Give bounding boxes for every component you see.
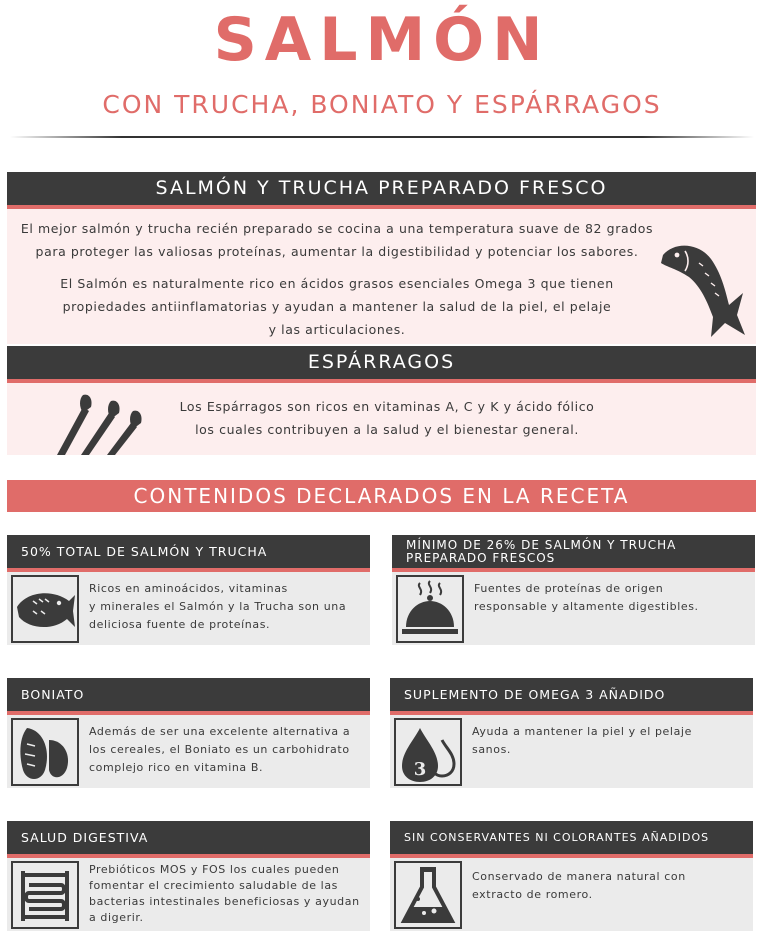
intestine-icon	[11, 861, 79, 929]
card-body	[392, 572, 755, 645]
card-digestive	[7, 821, 370, 931]
text-line: Además de ser una excelente alternativa a	[89, 725, 351, 738]
text-line: responsable y altamente digestibles.	[474, 600, 699, 613]
card-body	[390, 715, 753, 788]
text-line: Prebióticos MOS y FOS los cuales pueden	[89, 863, 340, 876]
text-line: Ayuda a mantener la piel y el pelaje	[472, 725, 692, 738]
card-heading-line: PREPARADO FRESCOS	[406, 550, 556, 565]
card-body	[7, 858, 370, 931]
omega-number: 3	[413, 759, 427, 780]
text-line: Fuentes de proteínas de origen	[474, 582, 664, 595]
text-line: y minerales el Salmón y la Trucha son una	[89, 600, 347, 613]
text-line: los cuales contribuyen a la salud y el bienestar general.	[195, 422, 579, 437]
salmon-paragraph-1	[7, 217, 667, 263]
card-text	[472, 868, 743, 904]
text-line: extracto de romero.	[472, 888, 593, 901]
text-line: El Salmón es naturalmente rico en ácidos grasos esenciales Omega 3 que tienen	[60, 276, 614, 291]
text-line: Ricos en aminoácidos, vitaminas	[89, 582, 288, 595]
text-line: a digerir.	[89, 911, 144, 924]
text-line: para proteger las valiosas proteínas, aumentar la digestibilidad y potenciar los sabores.	[35, 244, 639, 259]
card-sweet-potato	[7, 678, 370, 788]
card-heading: SALUD DIGESTIVA	[7, 821, 370, 858]
cloche-icon	[396, 575, 464, 643]
text-line: bacterias intestinales beneficiosas y ayudan	[89, 895, 360, 908]
text-line: los cereales, el Boniato es un carbohidrato	[89, 743, 350, 756]
card-omega3	[390, 678, 753, 788]
card-heading: SIN CONSERVANTES NI COLORANTES AÑADIDOS	[390, 821, 753, 858]
card-text	[474, 580, 745, 616]
asparagus-paragraph	[167, 395, 607, 441]
section-heading-contents: CONTENIDOS DECLARADOS EN LA RECETA	[7, 480, 756, 512]
card-text	[472, 723, 743, 759]
card-heading: BONIATO	[7, 678, 370, 715]
fish-icon	[655, 233, 747, 339]
omega-drops-icon	[394, 718, 462, 786]
asparagus-icon	[53, 389, 143, 455]
card-fresh-minimum	[392, 535, 755, 645]
section-panel-asparagus	[7, 383, 756, 455]
text-line: propiedades antiinflamatorias y ayudan a mantener la salud de la piel, el pelaje	[62, 299, 612, 314]
section-heading-asparagus: ESPÁRRAGOS	[7, 346, 756, 383]
salmon-icon	[11, 575, 79, 643]
sweet-potato-icon	[11, 718, 79, 786]
card-body	[7, 715, 370, 788]
text-line: sanos.	[472, 743, 512, 756]
card-heading	[392, 535, 755, 572]
divider-rule	[10, 136, 754, 138]
card-text	[89, 580, 360, 634]
section-panel-salmon	[7, 209, 756, 344]
page-subtitle: CON TRUCHA, BONIATO Y ESPÁRRAGOS	[102, 90, 662, 119]
text-line: Conservado de manera natural con	[472, 870, 686, 883]
card-text	[89, 862, 360, 926]
page-title: SALMÓN	[213, 5, 551, 75]
card-text	[89, 723, 360, 777]
card-salmon-total	[7, 535, 370, 645]
text-line: Los Espárragos son ricos en vitaminas A, C y K y ácido fólico	[179, 399, 595, 414]
text-line: fomentar el crecimiento saludable de las	[89, 879, 339, 892]
card-heading-line: MÍNIMO DE 26% DE SALMÓN Y TRUCHA	[406, 537, 677, 552]
salmon-paragraph-2	[7, 272, 667, 341]
card-heading: SUPLEMENTO DE OMEGA 3 AÑADIDO	[390, 678, 753, 715]
text-line: El mejor salmón y trucha recién preparado se cocina a una temperatura suave de 82 grados	[20, 221, 654, 236]
card-heading: 50% TOTAL DE SALMÓN Y TRUCHA	[7, 535, 370, 572]
text-line: deliciosa fuente de proteínas.	[89, 618, 271, 631]
card-body	[7, 572, 370, 645]
section-heading-salmon: SALMÓN Y TRUCHA PREPARADO FRESCO	[7, 172, 756, 209]
card-no-preservatives	[390, 821, 753, 931]
text-line: complejo rico en vitamina B.	[89, 761, 264, 774]
text-line: y las articulaciones.	[268, 322, 406, 337]
card-body	[390, 858, 753, 931]
flask-icon	[394, 861, 462, 929]
